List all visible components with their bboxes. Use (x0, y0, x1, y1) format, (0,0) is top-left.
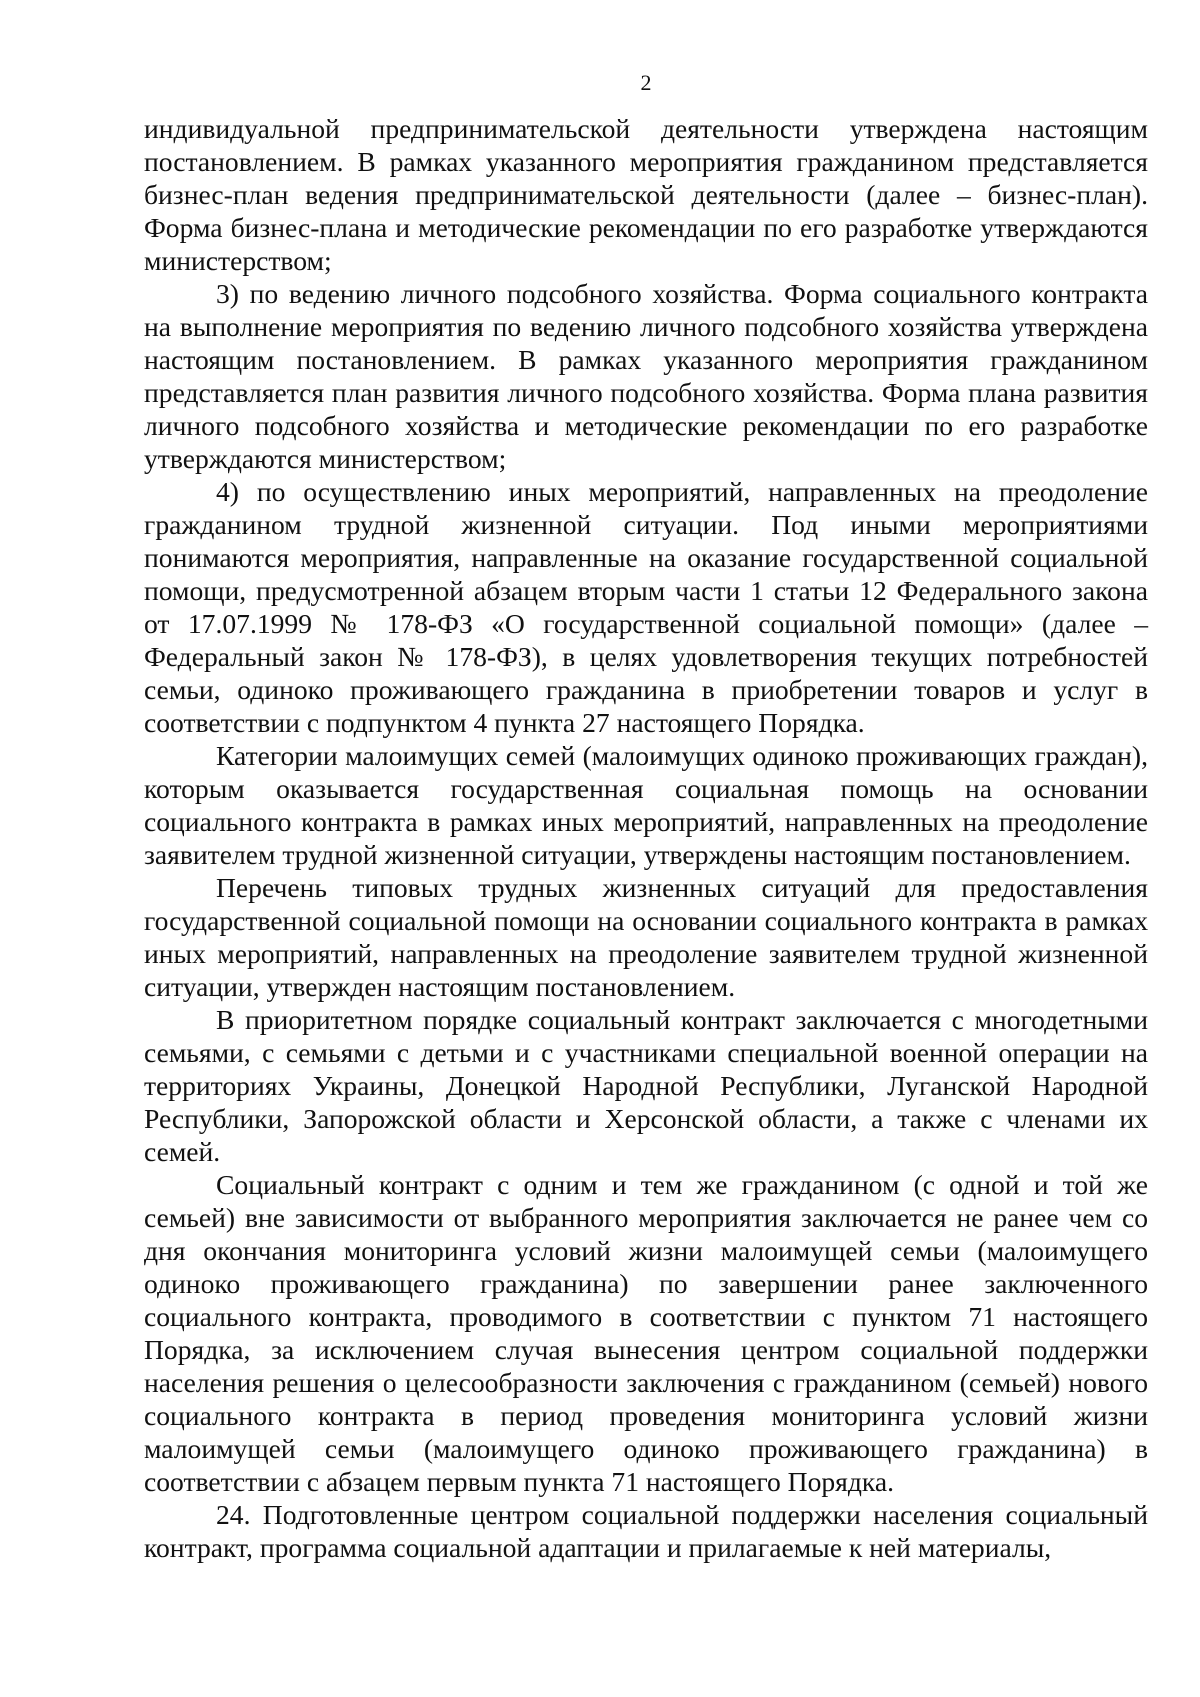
paragraph-situations-list: Перечень типовых трудных жизненных ситуаций для предоставления государственной социальной помощи на основании социального контракта в рамках иных мероприятий, направленных на преодоление заявителем трудной жизненной ситуации, утвержден настоящим постановлением. (144, 872, 1148, 1002)
paragraph-categories: Категории малоимущих семей (малоимущих одиноко проживающих граждан), которым оказывается государственная социальная помощь на основании социального контракта в рамках иных мероприятий, направленных на преодоление заявителем трудной жизненной ситуации, утверждены настоящим постановлением. (144, 740, 1148, 870)
page-number: 2 (640, 70, 652, 95)
document-body (144, 112, 1148, 1564)
paragraph-continuation: индивидуальной предпринимательской деятельности утверждена настоящим постановлением. В рамках указанного мероприятия гражданином представляется бизнес-план ведения предпринимательской деятельности (далее – бизнес-план). Форма бизнес-плана и методические рекомендации по его разработке утверждаются министерством; (144, 113, 1148, 276)
paragraph-priority: В приоритетном порядке социальный контракт заключается с многодетными семьями, с семьями с детьми и с участниками специальной военной операции на территориях Украины, Донецкой Народной Республики, Луганской Народной Республики, Запорожской области и Херсонской области, а также с членами их семей. (144, 1004, 1148, 1167)
paragraph-item-4: 4) по осуществлению иных мероприятий, направленных на преодоление гражданином трудной жизненной ситуации. Под иными мероприятиями понимаются мероприятия, направленные на оказание государственной социальной помощи, предусмотренной абзацем вторым части 1 статьи 12 Федерального закона от 17.07.1999 № 178-ФЗ «О государственной социальной помощи» (далее – Федеральный закон № 178-ФЗ), в целях удовлетворения текущих потребностей семьи, одиноко проживающего гражданина в приобретении товаров и услуг в соответствии с подпунктом 4 пункта 27 настоящего Порядка. (144, 476, 1148, 738)
paragraph-item-3: 3) по ведению личного подсобного хозяйства. Форма социального контракта на выполнение мероприятия по ведению личного подсобного хозяйства утверждена настоящим постановлением. В рамках указанного мероприятия гражданином представляется план развития личного подсобного хозяйства. Форма плана развития личного подсобного хозяйства и методические рекомендации по его разработке утверждаются министерством; (144, 278, 1148, 474)
paragraph-repeat-contract: Социальный контракт с одним и тем же гражданином (с одной и той же семьей) вне зависимости от выбранного мероприятия заключается не ранее чем со дня окончания мониторинга условий жизни малоимущей семьи (малоимущего одиноко проживающего гражданина) по завершении ранее заключенного социального контракта, проводимого в соответствии с пунктом 71 настоящего Порядка, за исключением случая вынесения центром социальной поддержки населения решения о целесообразности заключения с гражданином (семьей) нового социального контракта в период проведения мониторинга условий жизни малоимущей семьи (малоимущего одиноко проживающего гражданина) в соответствии с абзацем первым пункта 71 настоящего Порядка. (144, 1169, 1148, 1497)
paragraph-item-24: 24. Подготовленные центром социальной поддержки населения социальный контракт, программа социальной адаптации и прилагаемые к ней материалы, (144, 1499, 1148, 1563)
